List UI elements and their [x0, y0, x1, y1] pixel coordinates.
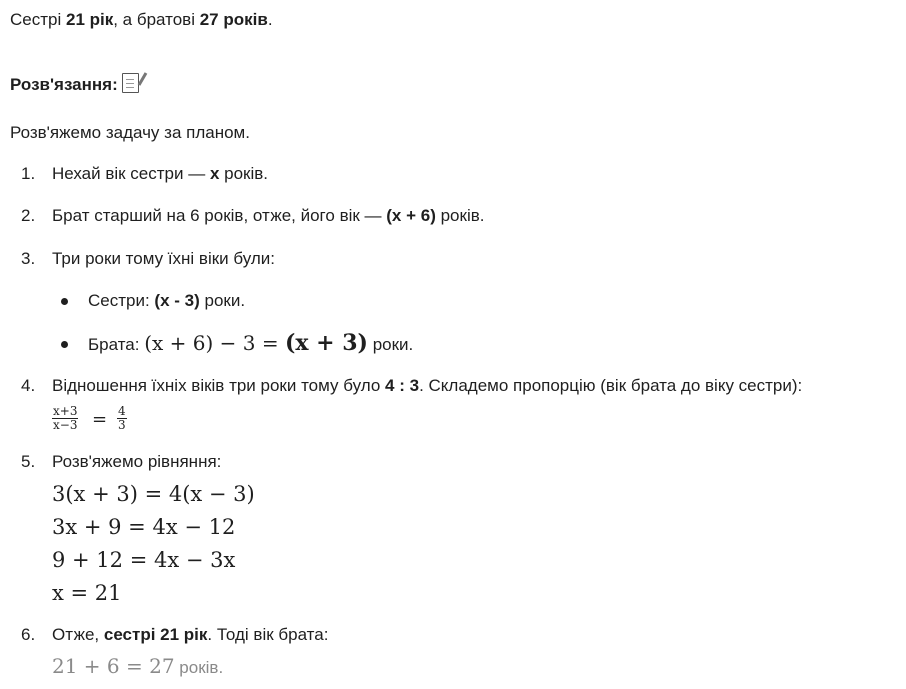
intro-text-1: Сестрі — [10, 10, 66, 29]
step-2-part-2: років. — [435, 206, 485, 225]
step-4-part-1: Відношення їхніх віків три роки тому було — [52, 376, 386, 395]
equation-1: 3(x + 3) = 4(x − 3) — [52, 482, 255, 506]
step-2-number: 2. — [21, 206, 36, 225]
fraction-right — [117, 405, 127, 432]
step-6-number: 6. — [21, 625, 36, 644]
fraction-left-numerator: x+3 — [53, 404, 78, 418]
fraction-left-denominator: x−3 — [53, 418, 78, 432]
step-5-number: 5. — [21, 452, 36, 471]
memo-icon — [122, 73, 139, 93]
fraction-right-numerator: 4 — [118, 404, 126, 418]
step-3-sub-brother — [88, 332, 413, 356]
sub-brother-math-bold: (x + 3) — [284, 330, 368, 356]
step-4-bold: 4 : 3 — [385, 376, 420, 395]
solution-heading-text: Розв'язання: — [10, 75, 118, 94]
brother-age-bold: 27 років — [199, 10, 268, 29]
sub-brother-tail: роки. — [367, 335, 414, 354]
step-1-number: 1. — [21, 164, 36, 183]
bullet-brother — [61, 341, 68, 348]
step-2-bold: (x + 6) — [386, 206, 436, 225]
fraction-left — [52, 405, 78, 432]
step-1-bold: x — [209, 164, 220, 183]
step-3-text: Три роки тому їхні віки були: — [52, 249, 276, 268]
step-6-result — [52, 655, 223, 679]
intro-line — [10, 9, 273, 31]
equation-3: 9 + 12 = 4x − 3x — [52, 548, 236, 572]
step-6-bold: сестрі 21 рік — [103, 625, 208, 644]
step-1-part-1: Нехай вік сестри — — [52, 164, 210, 183]
sister-age-bold: 21 рік — [65, 10, 114, 29]
fraction-equals: = — [92, 409, 108, 430]
sub-sister-tail: роки. — [199, 291, 246, 310]
intro-text-3: . — [267, 10, 273, 29]
step-4-number: 4. — [21, 376, 36, 395]
step-2-part-1: Брат старший на 6 років, отже, його вік — — [52, 206, 387, 225]
step-1-text — [52, 163, 268, 185]
step-5-text: Розв'яжемо рівняння: — [52, 452, 222, 471]
sub-sister-label: Сестри: — [88, 291, 155, 310]
step-1-part-2: років. — [219, 164, 269, 183]
bullet-sister — [61, 298, 68, 305]
sub-brother-math: (x + 6) − 3 = — [144, 331, 285, 355]
step-6-text — [52, 624, 328, 646]
equation-2: 3x + 9 = 4x − 12 — [52, 515, 236, 539]
step-6-part-2: . Тоді вік брата: — [207, 625, 329, 644]
solution-heading — [10, 73, 139, 96]
intro-text-2: , а братові — [113, 10, 200, 29]
sub-sister-bold: (x - 3) — [154, 291, 200, 310]
fraction-right-denominator: 3 — [118, 418, 126, 432]
step-2-text — [52, 205, 484, 227]
plan-text: Розв'яжемо задачу за планом. — [10, 123, 250, 142]
step-3-number: 3. — [21, 249, 36, 268]
equation-4: x = 21 — [52, 581, 122, 605]
step-6-result-tail: років. — [174, 658, 224, 677]
sub-brother-label: Брата: — [88, 335, 145, 354]
step-3-sub-sister — [88, 290, 245, 312]
step-4-text — [52, 375, 802, 397]
step-4-part-2: . Складемо пропорцію (вік брата до віку сестри): — [419, 376, 803, 395]
step-6-part-1: Отже, — [52, 625, 104, 644]
step-6-result-math: 21 + 6 = 27 — [52, 654, 175, 678]
